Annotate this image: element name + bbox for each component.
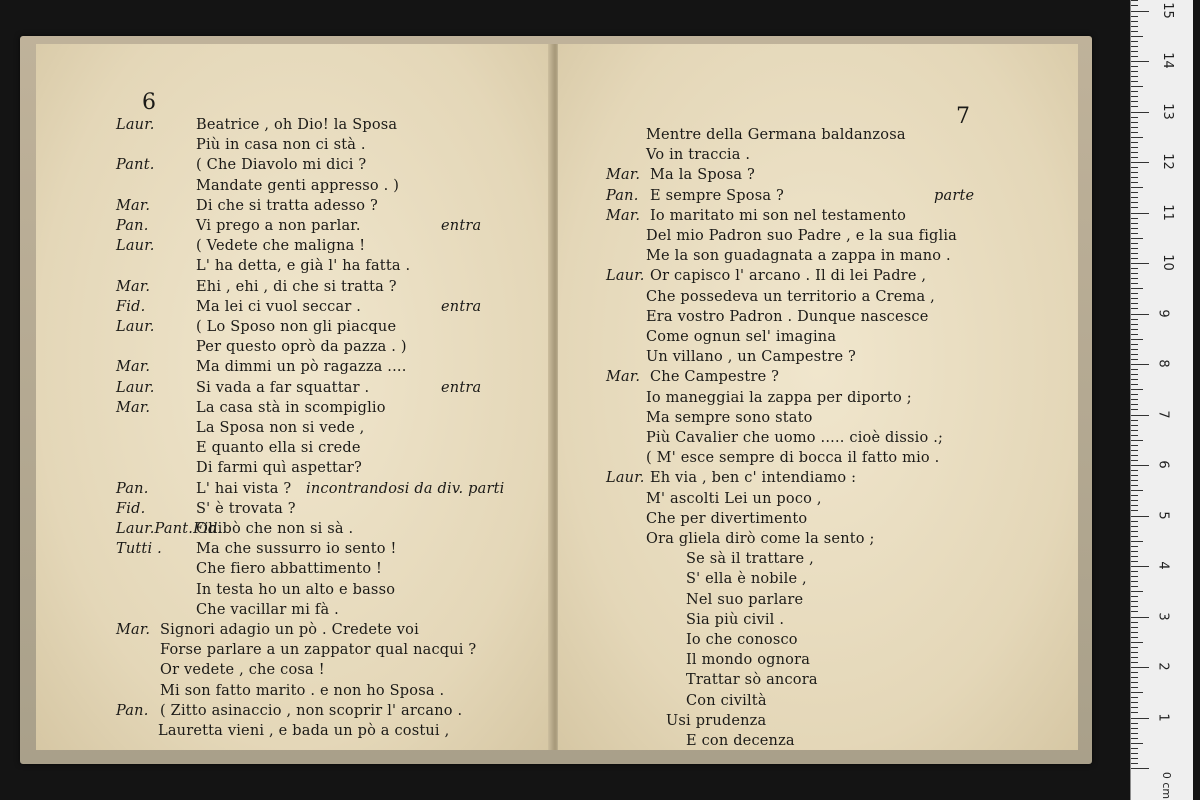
verse-line: Trattar sò ancora (686, 672, 818, 689)
ruler-tick (1131, 425, 1138, 426)
verse-line: Nel suo parlare (686, 591, 804, 608)
speaker-label: Mar. (116, 278, 151, 295)
ruler-tick (1131, 329, 1138, 330)
ruler-tick (1131, 642, 1143, 643)
verse-line: L' hai vista ? (196, 480, 292, 497)
verse-line: Per questo oprò da pazza . ) (196, 339, 407, 356)
speaker-label: Mar. (116, 399, 151, 416)
ruler-tick (1131, 243, 1138, 244)
stage-direction: incontrandosi da div. parti (306, 480, 505, 497)
ruler-tick (1131, 440, 1143, 441)
ruler-tick (1131, 364, 1149, 365)
verse-line: Più in casa non ci stà . (196, 137, 366, 154)
ruler-unit-label: 0 cm (1160, 771, 1174, 800)
ruler-tick (1131, 591, 1143, 592)
ruler-tick (1131, 480, 1138, 481)
ruler-tick (1131, 157, 1138, 158)
ruler-tick (1131, 303, 1138, 304)
verse-line: Come ognun sel' imagina (646, 329, 837, 345)
verse-line: E sempre Sposa ? (650, 187, 784, 204)
ruler-tick (1131, 263, 1149, 264)
page-number-left: 6 (142, 90, 156, 115)
ruler-tick (1131, 349, 1138, 350)
ruler-tick (1131, 142, 1138, 143)
ruler-tick (1131, 11, 1149, 12)
ruler-tick (1131, 576, 1138, 577)
ruler-number: 2 (1155, 662, 1171, 671)
ruler-tick (1131, 334, 1138, 335)
ruler-tick (1131, 647, 1138, 648)
ruler-tick (1131, 288, 1143, 289)
verse-line: ( Zitto asinaccio , non scoprir l' arcano . (160, 702, 463, 719)
ruler-tick (1131, 228, 1138, 229)
verse-line: Forse parlare a un zappator qual nacqui ? (160, 642, 477, 659)
ruler-number: 9 (1155, 308, 1171, 318)
verse-line: ( Che Diavolo mi dici ? (196, 157, 367, 174)
ruler-number: 7 (1155, 409, 1171, 419)
ruler-tick (1131, 51, 1138, 52)
verse-line: Se sà il trattare , (686, 551, 814, 568)
ruler-tick (1131, 505, 1138, 506)
ruler-tick (1131, 122, 1138, 123)
ruler-tick (1131, 682, 1138, 683)
verse-line: Più Cavalier che uomo ..... cioè dissio .; (646, 430, 944, 446)
verse-line: Di farmi quì aspettar? (196, 460, 363, 477)
ruler-tick (1131, 617, 1149, 618)
ruler-tick (1131, 177, 1138, 178)
verse-line: Ohibò che non si sà . (196, 521, 354, 537)
ruler-tick (1131, 526, 1138, 527)
ruler-tick (1131, 91, 1138, 92)
verse-line: Ehi , ehi , di che si tratta ? (196, 278, 397, 295)
verse-line: Vi prego a non parlar. (196, 218, 361, 234)
verse-line: Ma sempre sono stato (646, 409, 813, 426)
verse-line: ( M' esce sempre di bocca il fatto mio . (646, 450, 940, 467)
ruler-tick (1131, 581, 1138, 582)
verse-line: Ma dimmi un pò ragazza .... (196, 359, 407, 376)
ruler-tick (1131, 485, 1138, 486)
ruler-tick (1131, 475, 1138, 476)
verse-line: Che per divertimento (646, 510, 808, 527)
ruler-tick (1131, 253, 1138, 254)
verse-line: Si vada a far squattar . (196, 379, 370, 396)
ruler-tick (1131, 238, 1143, 239)
ruler-tick (1131, 324, 1138, 325)
speaker-label: Tutti . (116, 541, 162, 558)
ruler-tick (1131, 112, 1149, 113)
ruler-tick (1131, 106, 1138, 107)
ruler-tick (1131, 409, 1138, 410)
ruler-tick (1131, 46, 1138, 47)
ruler-tick (1131, 399, 1138, 400)
verse-line: L' ha detta, e già l' ha fatta . (196, 258, 411, 275)
ruler-number: 6 (1155, 460, 1171, 469)
verse-line: Mi son fatto marito . e non ho Sposa . (160, 682, 445, 699)
ruler-tick (1131, 743, 1143, 744)
ruler-tick (1131, 637, 1138, 638)
ruler-tick (1131, 768, 1149, 769)
ruler-tick (1131, 586, 1138, 587)
ruler-tick (1131, 379, 1138, 380)
ruler-tick (1131, 435, 1138, 436)
speaker-label: Pant. (116, 157, 155, 174)
speaker-label: Mar. (606, 207, 641, 224)
ruler-tick (1131, 536, 1138, 537)
speaker-label: Laur. (116, 319, 155, 335)
ruler-tick (1131, 36, 1143, 37)
verse-line: La Sposa non si vede , (196, 420, 365, 436)
ruler-tick (1131, 687, 1138, 688)
ruler-tick (1131, 31, 1138, 32)
ruler-tick (1131, 197, 1138, 198)
verse-line: In testa ho un alto e basso (196, 581, 396, 598)
ruler-number: 14 (1159, 52, 1175, 69)
ruler-number: 3 (1155, 611, 1171, 621)
ruler-tick (1131, 758, 1138, 759)
ruler-tick (1131, 56, 1138, 57)
ruler-tick (1131, 0, 1138, 1)
page-number-right: 7 (956, 104, 970, 129)
verse-line: Ora gliela dirò come la sento ; (646, 531, 875, 547)
verse-line: Vo in traccia . (646, 147, 751, 164)
ruler-number: 11 (1159, 203, 1175, 221)
right-page (557, 44, 1078, 750)
ruler-tick (1131, 389, 1143, 390)
ruler-tick (1131, 41, 1138, 42)
ruler-tick (1131, 117, 1138, 118)
ruler-tick (1131, 510, 1138, 511)
verse-line: Lauretta vieni , e bada un pò a costui , (158, 723, 450, 739)
ruler-tick (1131, 500, 1138, 501)
ruler-tick (1131, 601, 1138, 602)
verse-line: Che Campestre ? (650, 369, 780, 386)
ruler-tick (1131, 339, 1143, 340)
ruler-tick (1131, 415, 1149, 416)
verse-line: Ma che sussurro io sento ! (196, 541, 397, 558)
verse-line: Del mio Padron suo Padre , e la sua figlia (646, 228, 958, 244)
left-page (36, 44, 553, 750)
ruler-tick (1131, 712, 1138, 713)
verse-line: Mentre della Germana baldanzosa (646, 127, 906, 143)
verse-line: Usi prudenza (666, 712, 767, 729)
ruler-tick (1131, 223, 1138, 224)
verse-line: Di che si tratta adesso ? (196, 197, 379, 214)
ruler-tick (1131, 76, 1138, 77)
ruler-number: 13 (1159, 102, 1175, 120)
ruler-tick (1131, 26, 1138, 27)
ruler-tick (1131, 667, 1149, 668)
ruler-tick (1131, 167, 1138, 168)
verse-line: Beatrice , oh Dio! la Sposa (196, 117, 398, 133)
speaker-label: Mar. (606, 167, 641, 184)
ruler-tick (1131, 531, 1138, 532)
speaker-label: Laur. (116, 379, 155, 396)
ruler-tick (1131, 445, 1138, 446)
ruler-tick (1131, 723, 1138, 724)
verse-line: S' ella è nobile , (686, 571, 807, 588)
ruler-tick (1131, 248, 1138, 249)
ruler-tick (1131, 697, 1138, 698)
speaker-label: Pan. (116, 702, 149, 719)
speaker-label: Fid. (116, 298, 146, 315)
ruler-tick (1131, 268, 1138, 269)
ruler-tick (1131, 192, 1138, 193)
ruler-tick (1131, 298, 1138, 299)
stage-direction: parte (934, 187, 975, 204)
ruler-tick (1131, 460, 1138, 461)
ruler-tick (1131, 86, 1143, 87)
ruler-tick (1131, 551, 1138, 552)
verse-line: Or vedete , che cosa ! (160, 662, 325, 679)
verse-line: Ma lei ci vuol seccar . (196, 298, 362, 315)
ruler-tick (1131, 308, 1138, 309)
verse-line: La casa stà in scompiglio (196, 399, 386, 416)
ruler-tick (1131, 541, 1143, 542)
ruler-tick (1131, 354, 1138, 355)
ruler-tick (1131, 420, 1138, 421)
ruler-tick (1131, 213, 1149, 214)
speaker-label: Pan. (116, 218, 149, 234)
ruler-tick (1131, 763, 1138, 764)
ruler-number: 12 (1159, 153, 1175, 170)
ruler-tick (1131, 490, 1143, 491)
ruler-tick (1131, 571, 1138, 572)
ruler-tick (1131, 319, 1138, 320)
ruler-tick (1131, 233, 1138, 234)
ruler-tick (1131, 632, 1138, 633)
speaker-label: Mar. (116, 197, 151, 214)
ruler-tick (1131, 344, 1138, 345)
ruler-number: 5 (1155, 510, 1171, 520)
ruler-tick (1131, 652, 1138, 653)
stage-direction: entra (441, 298, 482, 315)
ruler-tick (1131, 677, 1138, 678)
ruler-tick (1131, 753, 1138, 754)
ruler-tick (1131, 738, 1138, 739)
verse-line: Me la son guadagnata a zappa in mano . (646, 248, 951, 265)
ruler-tick (1131, 172, 1138, 173)
ruler-tick (1131, 556, 1138, 557)
ruler-tick (1131, 61, 1149, 62)
ruler-tick (1131, 218, 1138, 219)
ruler-tick (1131, 359, 1138, 360)
ruler-tick (1131, 71, 1138, 72)
ruler-tick (1131, 692, 1143, 693)
ruler-number: 4 (1155, 561, 1171, 570)
ruler-tick (1131, 137, 1143, 138)
verse-line: Sia più civil . (686, 611, 785, 628)
speaker-label: Fid. (116, 500, 146, 517)
ruler-number: 10 (1159, 254, 1175, 271)
verse-line: Eh via , ben c' intendiamo : (650, 470, 857, 487)
verse-line: ( Vedete che maligna ! (196, 238, 366, 255)
ruler-tick (1131, 147, 1138, 148)
ruler-tick (1131, 521, 1138, 522)
ruler-tick (1131, 662, 1138, 663)
ruler-tick (1131, 627, 1138, 628)
speaker-label: Laur. (116, 117, 155, 133)
speaker-label: Laur.Pant.Fid. (116, 521, 223, 537)
speaker-label: Laur. (606, 268, 645, 285)
ruler-tick (1131, 516, 1149, 517)
ruler-tick (1131, 314, 1149, 315)
ruler-tick (1131, 384, 1138, 385)
ruler-tick (1131, 748, 1138, 749)
verse-line: E con decenza (686, 733, 795, 749)
ruler-tick (1131, 187, 1143, 188)
verse-line: Che possedeva un territorio a Crema , (646, 288, 935, 305)
ruler-tick (1131, 273, 1138, 274)
ruler-tick (1131, 470, 1138, 471)
ruler-tick (1131, 606, 1138, 607)
stage-direction: entra (441, 379, 482, 396)
verse-line: Il mondo ognora (686, 652, 811, 669)
ruler-tick (1131, 622, 1138, 623)
ruler-tick (1131, 707, 1138, 708)
ruler-tick (1131, 293, 1138, 294)
ruler-tick (1131, 566, 1149, 567)
ruler-tick (1131, 5, 1138, 6)
ruler-tick (1131, 394, 1138, 395)
verse-line: Che fiero abbattimento ! (196, 561, 383, 578)
verse-line: Io maritato mi son nel testamento (650, 207, 907, 224)
ruler-tick (1131, 21, 1138, 22)
ruler-tick (1131, 450, 1138, 451)
verse-line: E quanto ella si crede (196, 440, 361, 457)
ruler-tick (1131, 404, 1138, 405)
ruler-number: 15 (1159, 1, 1175, 19)
ruler-tick (1131, 81, 1138, 82)
ruler-number: 8 (1155, 359, 1171, 368)
ruler-tick (1131, 132, 1138, 133)
verse-line: Io che conosco (686, 632, 798, 648)
verse-line: M' ascolti Lei un poco , (646, 490, 822, 507)
verse-line: Or capisco l' arcano . Il di lei Padre , (650, 268, 927, 285)
ruler-tick (1131, 202, 1138, 203)
ruler-tick (1131, 546, 1138, 547)
verse-line: Ma la Sposa ? (650, 167, 756, 184)
ruler-tick (1131, 728, 1138, 729)
ruler-tick (1131, 495, 1138, 496)
ruler-tick (1131, 596, 1138, 597)
ruler-tick (1131, 672, 1138, 673)
ruler-tick (1131, 152, 1138, 153)
speaker-label: Pan. (116, 480, 149, 497)
ruler-tick (1131, 430, 1138, 431)
speaker-label: Mar. (606, 369, 641, 386)
ruler-tick (1131, 182, 1138, 183)
verse-line: Un villano , un Campestre ? (646, 349, 857, 366)
speaker-label: Laur. (116, 238, 155, 255)
ruler-tick (1131, 374, 1138, 375)
ruler-tick (1131, 702, 1138, 703)
verse-line: Con civiltà (686, 692, 767, 709)
ruler-tick (1131, 278, 1138, 279)
ruler-tick (1131, 718, 1149, 719)
verse-line: Era vostro Padron . Dunque nascesce (646, 308, 929, 325)
ruler-tick (1131, 258, 1138, 259)
ruler-tick (1131, 162, 1149, 163)
speaker-label: Pan. (606, 187, 639, 204)
ruler-tick (1131, 455, 1138, 456)
ruler-tick (1131, 127, 1138, 128)
ruler-tick (1131, 96, 1138, 97)
verse-line: Mandate genti appresso . ) (196, 177, 400, 194)
ruler-tick (1131, 611, 1138, 612)
measuring-ruler (1130, 0, 1193, 800)
ruler-tick (1131, 465, 1149, 466)
stage-direction: entra (441, 218, 482, 234)
verse-line: Che vacillar mi fà . (196, 601, 339, 618)
ruler-tick (1131, 207, 1138, 208)
ruler-tick (1131, 16, 1138, 17)
speaker-label: Mar. (116, 622, 151, 638)
verse-line: Signori adagio un pò . Credete voi (160, 622, 419, 638)
ruler-tick (1131, 657, 1138, 658)
ruler-tick (1131, 101, 1138, 102)
speaker-label: Laur. (606, 470, 645, 487)
ruler-number: 1 (1155, 712, 1171, 722)
ruler-tick (1131, 283, 1138, 284)
ruler-tick (1131, 66, 1138, 67)
ruler-tick (1131, 369, 1138, 370)
ruler-tick (1131, 733, 1138, 734)
verse-line: ( Lo Sposo non gli piacque (196, 319, 397, 335)
verse-line: S' è trovata ? (196, 500, 296, 517)
ruler-tick (1131, 561, 1138, 562)
verse-line: Io maneggiai la zappa per diporto ; (646, 389, 912, 406)
speaker-label: Mar. (116, 359, 151, 376)
